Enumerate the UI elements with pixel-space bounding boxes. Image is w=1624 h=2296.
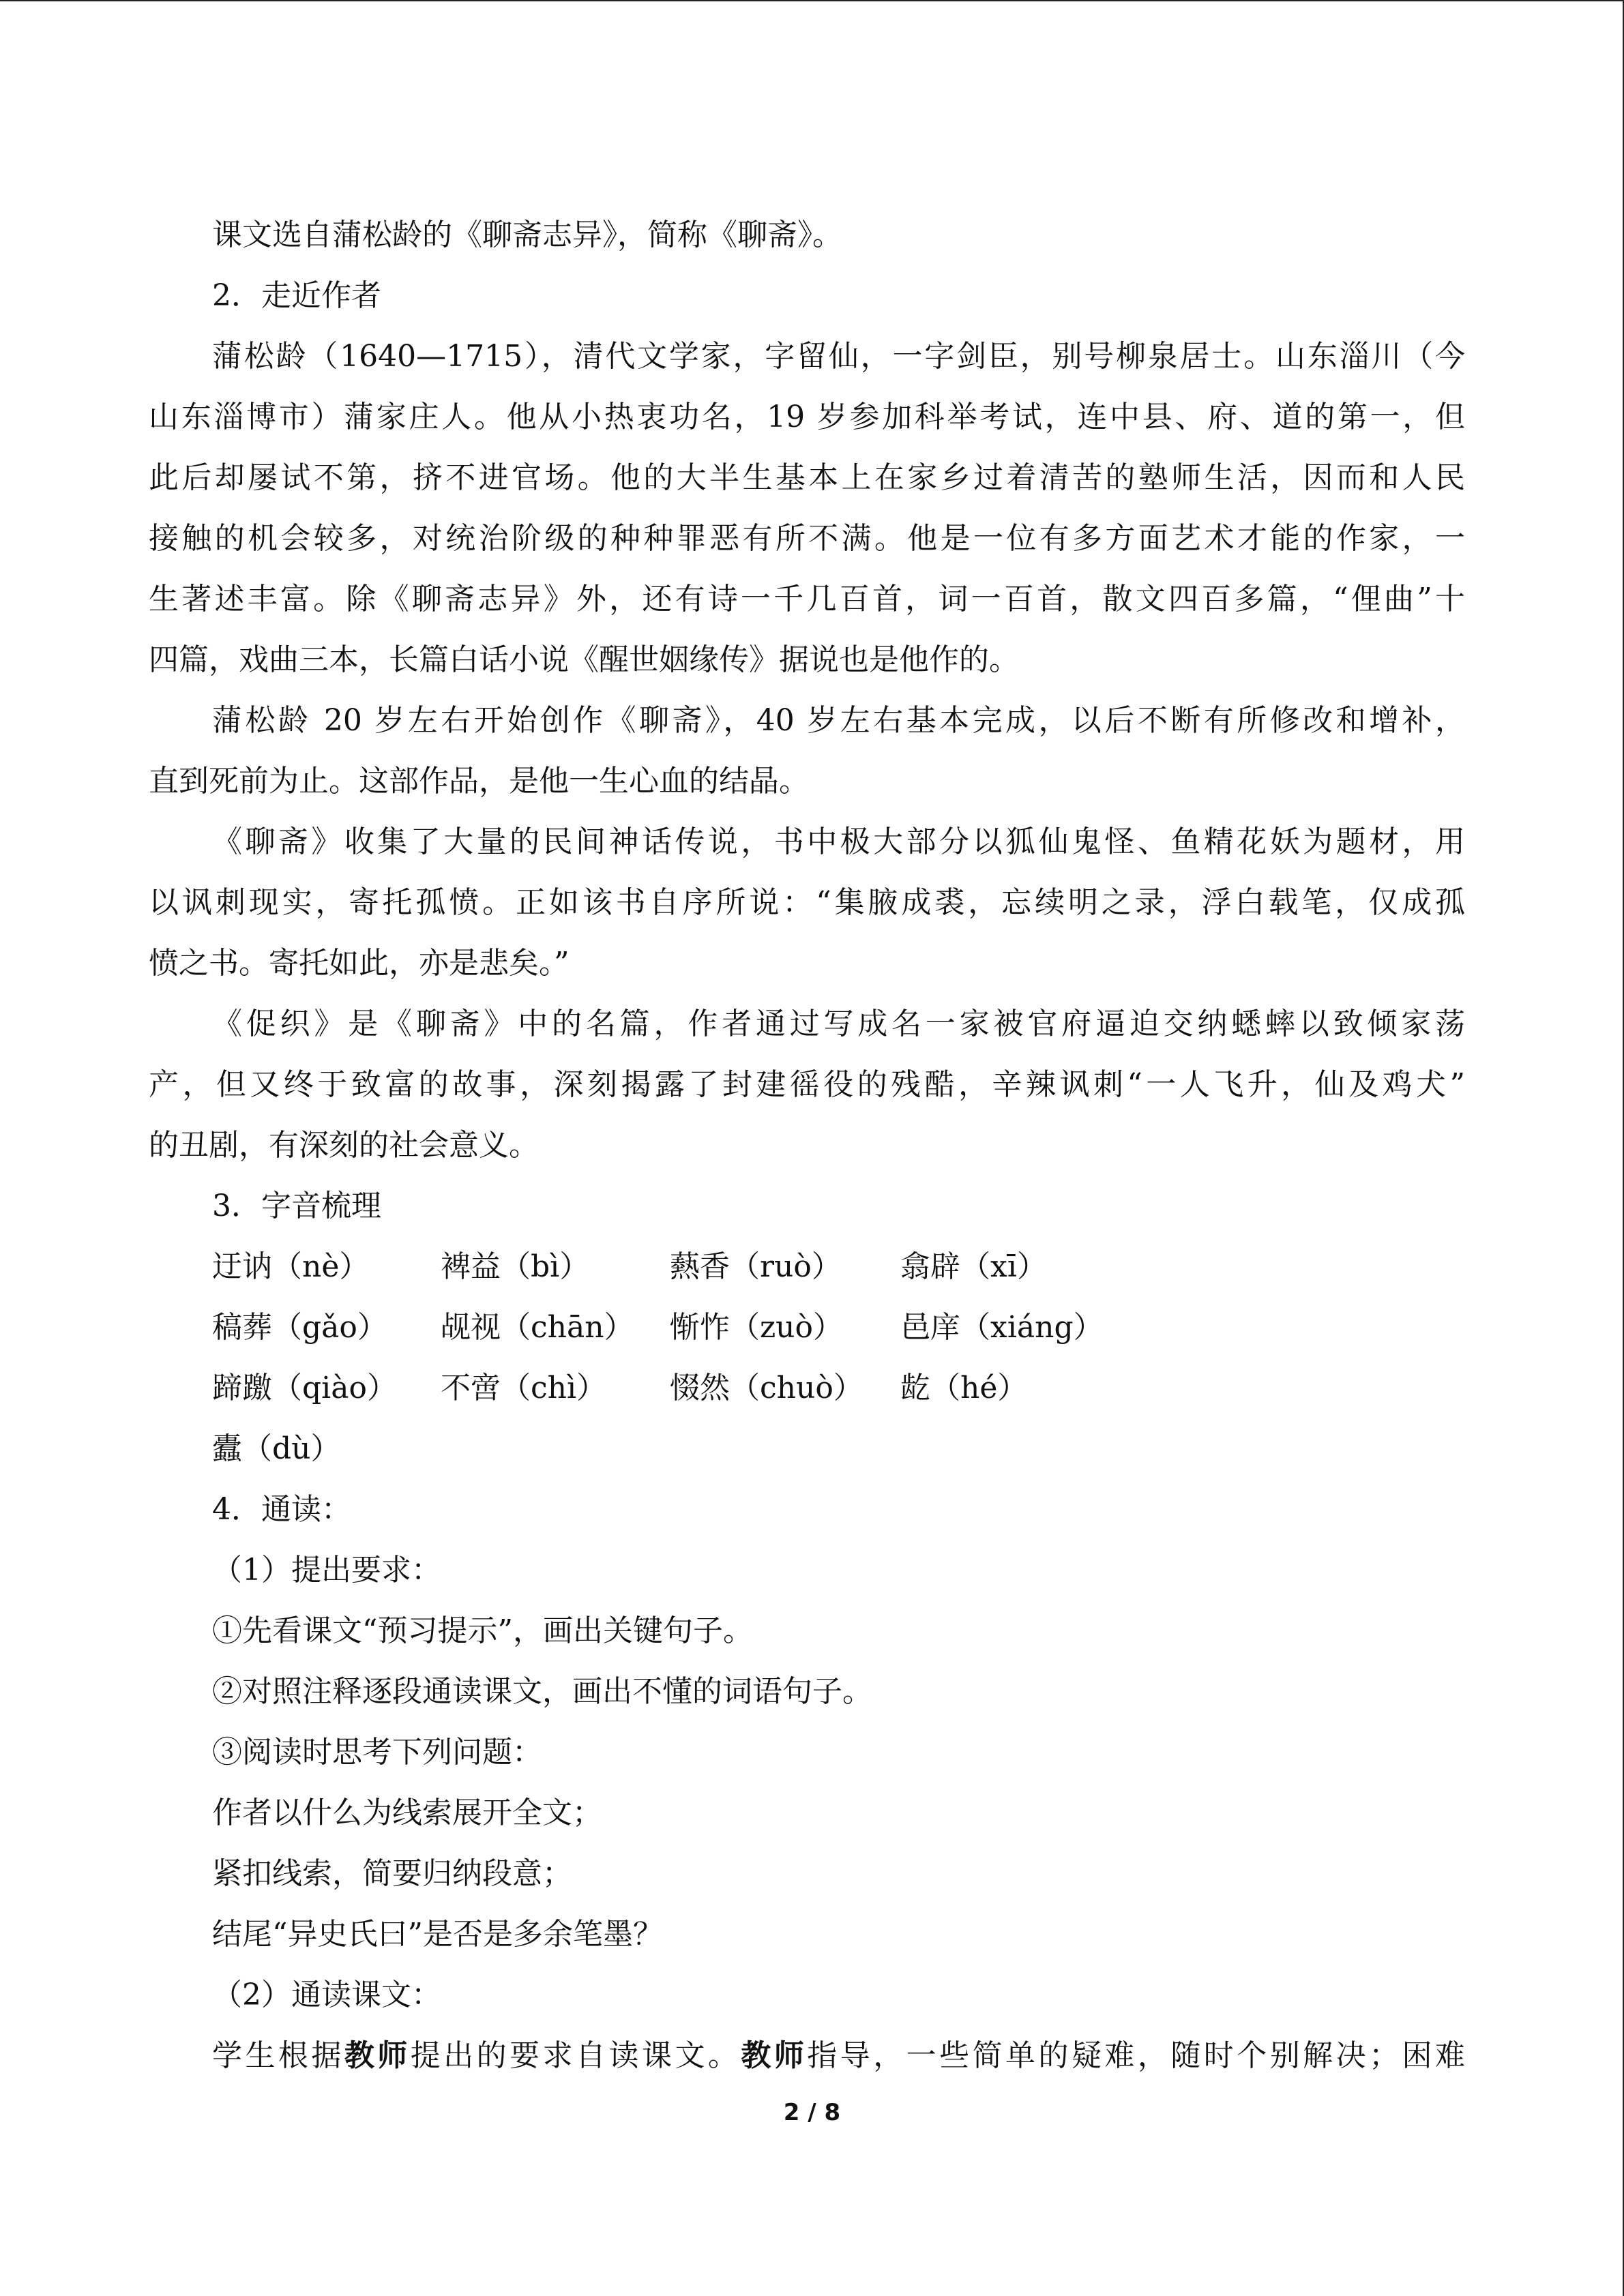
subheading-requirements: （1）提出要求： <box>212 1553 441 1587</box>
pinyin-item: 迂讷（nè） <box>212 1249 370 1284</box>
pinyin-row-3 <box>149 1358 1465 1418</box>
cuzhi-line-1: 《促织》是《聊斋》中的名篇，作者通过写成名一家被官府逼迫交纳蟋蟀以致倾家荡 <box>212 1007 1465 1041</box>
bio-line-5: 生著述丰富。除《聊斋志异》外，还有诗一千几百首，词一百首，散文四百多篇，“俚曲”十 <box>149 582 1465 616</box>
page-number: 2 / 8 <box>783 2099 841 2126</box>
creation-line-2: 直到死前为止。这部作品，是他一生心血的结晶。 <box>149 764 809 799</box>
bio-line-3: 此后却屡试不第，挤不进官场。他的大半生基本上在家乡过着清苦的塾师生活，因而和人民 <box>149 460 1465 495</box>
pinyin-row-4 <box>149 1418 1465 1479</box>
creation-line-1: 蒲松龄 20 岁左右开始创作《聊斋》，40 岁左右基本完成，以后不断有所修改和增补， <box>212 703 1465 738</box>
document-body <box>149 205 1465 2086</box>
subheading-read-text: （2）通读课文： <box>212 1978 441 2012</box>
heading-author: 2．走近作者 <box>212 278 381 313</box>
bio-line-4: 接触的机会较多，对统治阶级的种种罪恶有所不满。他是一位有多方面艺术才能的作家，一 <box>149 521 1465 556</box>
bio-line-1: 蒲松龄（1640—1715），清代文学家，字留仙，一字剑臣，别号柳泉居士。山东淄川（今 <box>212 339 1465 374</box>
pinyin-item: 惭怍（zuò） <box>670 1310 844 1345</box>
pinyin-item: 惙然（chuò） <box>670 1371 863 1405</box>
last-line-part: 提出的要求自读课文。 <box>410 2038 741 2073</box>
pinyin-item: 蹄躈（qiào） <box>212 1371 397 1405</box>
question-2: 紧扣线索，简要归纳段意； <box>212 1856 572 1891</box>
pinyin-item: 龁（hé） <box>900 1371 1028 1405</box>
last-line <box>149 2025 1465 2086</box>
pinyin-item: 蠹（dù） <box>212 1431 341 1466</box>
pinyin-item: 觇视（chān） <box>441 1310 634 1345</box>
pinyin-row-2 <box>149 1297 1465 1358</box>
last-line-part: 指导，一些简单的疑难，随时个别解决；困难 <box>807 2038 1465 2073</box>
heading-read-through: 4．通读： <box>212 1492 351 1527</box>
pinyin-item: 裨益（bì） <box>441 1249 590 1284</box>
pinyin-item: 爇香（ruò） <box>670 1249 842 1284</box>
emphasis-teacher: 教师 <box>344 2038 411 2073</box>
cuzhi-line-3: 的丑剧，有深刻的社会意义。 <box>149 1128 539 1163</box>
liaozhai-line-2: 以讽刺现实，寄托孤愤。正如该书自序所说：“集腋成裘，忘续明之录，浮白载笔，仅成孤 <box>149 885 1465 920</box>
pinyin-item: 稿葬（gǎo） <box>212 1310 387 1345</box>
liaozhai-line-1: 《聊斋》收集了大量的民间神话传说，书中极大部分以狐仙鬼怪、鱼精花妖为题材，用 <box>212 824 1465 859</box>
cuzhi-line-2: 产，但又终于致富的故事，深刻揭露了封建徭役的残酷，辛辣讽刺“一人飞升，仙及鸡犬” <box>149 1067 1465 1102</box>
last-line-part: 学生根据 <box>212 2038 344 2073</box>
requirement-1: ①先看课文“预习提示”，画出关键句子。 <box>212 1613 753 1648</box>
requirement-2: ②对照注释逐段通读课文，画出不懂的词语句子。 <box>212 1674 872 1709</box>
emphasis-teacher: 教师 <box>741 2038 808 2073</box>
pinyin-item: 不啻（chì） <box>441 1371 607 1405</box>
bio-line-2: 山东淄博市）蒲家庄人。他从小热衷功名，19 岁参加科举考试，连中县、府、道的第一，但 <box>149 400 1465 434</box>
pinyin-item: 邑庠（xiáng） <box>900 1310 1104 1345</box>
pinyin-item: 翕辟（xī） <box>900 1249 1047 1284</box>
pinyin-row-1 <box>149 1236 1465 1297</box>
question-1: 作者以什么为线索展开全文； <box>212 1795 602 1830</box>
liaozhai-line-3: 愤之书。寄托如此，亦是悲矣。” <box>149 946 570 981</box>
bio-line-6: 四篇，戏曲三本，长篇白话小说《醒世姻缘传》据说也是他作的。 <box>149 642 1019 677</box>
question-3: 结尾“异史氏曰”是否是多余笔墨？ <box>212 1917 663 1952</box>
heading-pronunciation: 3．字音梳理 <box>212 1189 381 1223</box>
paragraph-source: 课文选自蒲松龄的《聊斋志异》，简称《聊斋》。 <box>212 218 842 252</box>
requirement-3: ③阅读时思考下列问题： <box>212 1735 542 1770</box>
